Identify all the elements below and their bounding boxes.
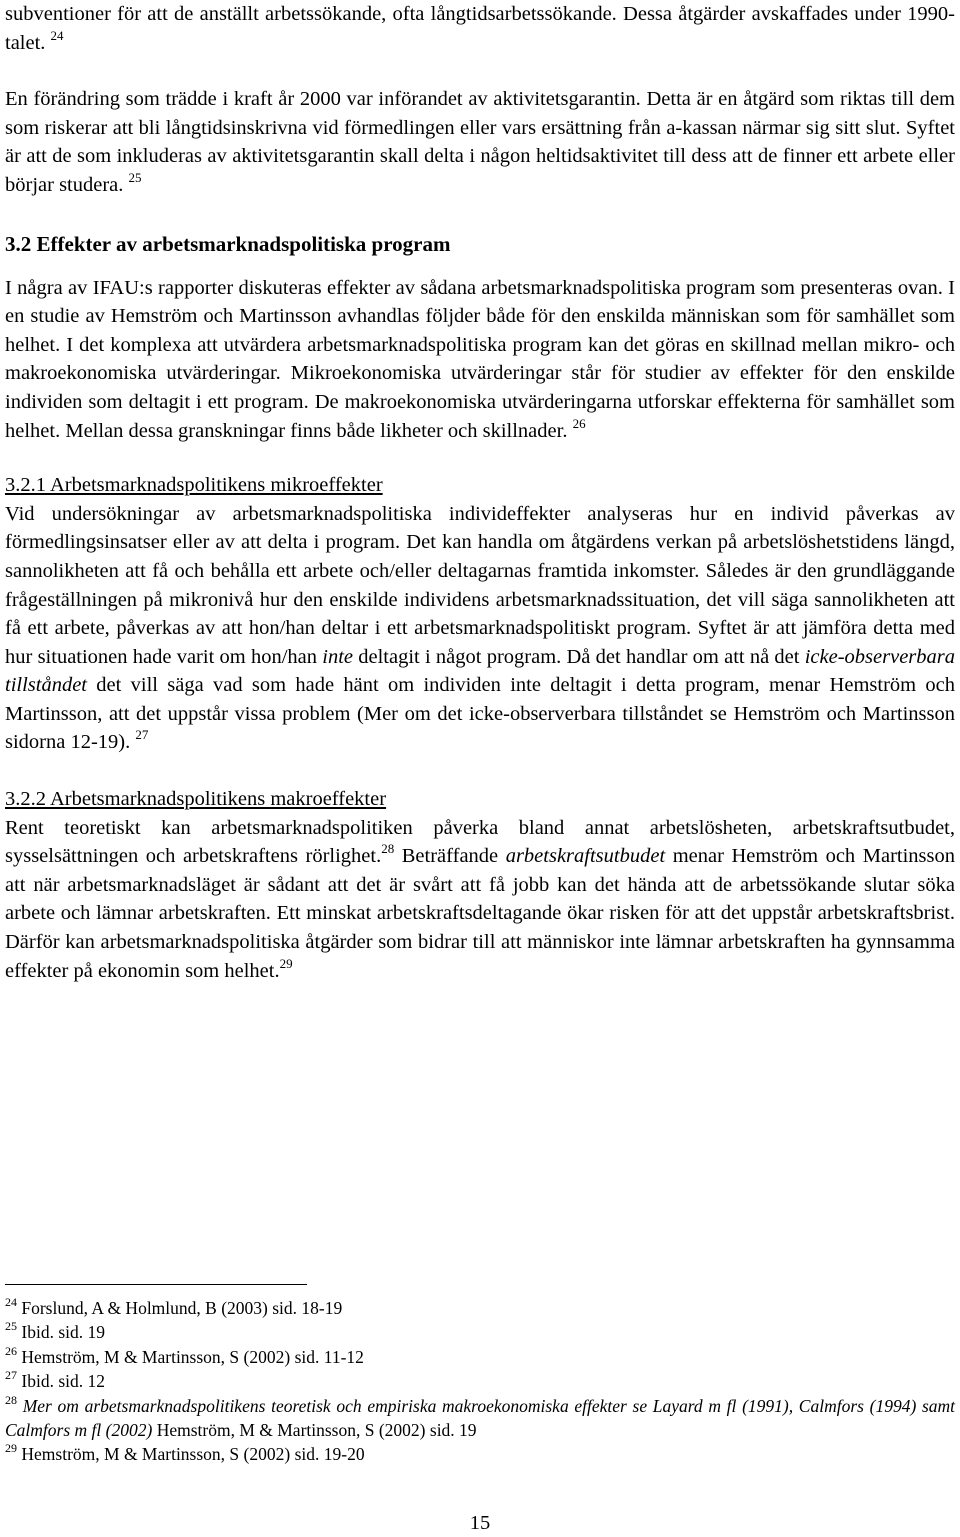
- footnote-ref-27[interactable]: 27: [135, 727, 149, 743]
- footnote-separator: [5, 1284, 307, 1285]
- paragraph-micro-effects: Vid undersökningar av arbetsmarknadspolitiska individeffekter analyseras hur en individ påverkas av förmedlingsinsatser eller av att delta i program. Det kan handla om åtgärdens verkan på arbetslöshetstidens längd, sannolikheten att få och behålla ett arbete och/eller deltagarnas framtida inkomster. Således är den grundläggande frågeställningen på mikronivå hur den enskilde individens arbetsmarknadssituation, det vill säga sannolikheten att få ett arbete, påverkas av att hon/han deltar i ett arbetsmarknadspolitiskt program. Syftet är att jämföra detta med hur situationen hade varit om hon/han inte deltagit i något program. Då det handlar om att nå det icke-observerbara tillståndet det vill säga vad som hade hänt om individen inte deltagit i detta program, menar Hemström och Martinsson, att det uppstår vissa problem (Mer om det icke-observerbara tillståndet se Hemström och Martinsson sidorna 12-19). $^{27}$: [5, 502, 955, 754]
- page-number: 15: [469, 1512, 491, 1534]
- footnotes: [5, 1296, 955, 1467]
- footnote-ref-25[interactable]: 25: [128, 169, 142, 185]
- footnote-ref-28[interactable]: 28: [381, 841, 395, 857]
- paragraph-subsidies: subventioner för att de anställt arbetssökande, ofta långtidsarbetssökande. Dessa åtgärder avskaffades under 1990-talet. $^{24}$: [5, 3, 955, 54]
- footnote-ref-26[interactable]: 26: [572, 415, 586, 431]
- footnote-24: $^{24}$ Forslund, A & Holmlund, B (2003) sid. 18-19: [5, 1295, 343, 1318]
- paragraph-macro-effects: Rent teoretiskt kan arbetsmarknadspolitiken påverka bland annat arbetslösheten, arbetskraftsutbudet, sysselsättningen och arbetskraftens rörlighet.$^{28}$ Beträffande arbetskraftsutbudet menar Hemström och Martinsson att när arbetsmarknadsläget är sådant att det är svårt att få jobb kan det hända att de arbetssökande slutar söka arbete och lämnar arbetskraften. Ett minskat arbetskraftsdeltagande ökar risken för att det uppstår arbetskraftsbrist. Därför kan arbetsmarknadspolitiska åtgärder som bidrar till att människor inte lämnar arbetskraften ha gynnsamma effekter på ekonomin som helhet.$^{29}$: [5, 816, 955, 982]
- paragraph-activity-guarantee: En förändring som trädde i kraft år 2000 var införandet av aktivitetsgarantin. Detta är en åtgärd som riktas till dem som riskerar att bli långtidsinskrivna vid förmedlingen eller vars ersättning från a-kassan närmar sig sitt slut. Syftet är att de som inkluderas av aktivitetsgarantin skall delta i någon heltidsaktivitet till dess att de finner ett arbete eller börjar studera. $^{25}$: [5, 88, 955, 196]
- footnote-29: $^{29}$ Hemström, M & Martinsson, S (2002) sid. 19-20: [5, 1441, 365, 1465]
- section-heading-3-2: 3.2 Effekter av arbetsmarknadspolitiska program: [5, 231, 451, 256]
- footnote-25: $^{25}$ Ibid. sid. 19: [5, 1319, 105, 1343]
- footnote-ref-29[interactable]: 29: [279, 955, 293, 971]
- subsection-heading-3-2-1: 3.2.1 Arbetsmarknadspolitikens mikroeffekter: [5, 474, 383, 497]
- footnote-28: $^{28}$ Mer om arbetsmarknadspolitikens teoretisk och empiriska makroekonomiska effekter se Layard m fl (1991), Calmfors (1994) samt Calmfors m fl (2002) Hemström, M & Martinsson, S (2002) sid. 19: [5, 1392, 956, 1441]
- document-page: [5, 0, 955, 985]
- footnote-ref-24[interactable]: 24: [50, 27, 64, 43]
- paragraph-ifau-reports: I några av IFAU:s rapporter diskuteras effekter av sådana arbetsmarknadspolitiska program som presenteras ovan. I en studie av Hemström och Martinsson avhandlas följder både för den enskilda människan som för samhället som helhet. I det komplexa att utvärdera arbetsmarknadspolitiska program kan det göras en skillnad mellan mikro- och makroekonomiska utvärderingar. Mikroekonomiska utvärderingar står för studier av effekter för den enskilde individen som deltagit i ett program. De makroekonomiska utvärderingarna utforskar effekterna för samhället som helhet. Mellan dessa granskningar finns både likheter och skillnader. $^{26}$: [5, 276, 955, 442]
- subsection-heading-3-2-2: 3.2.2 Arbetsmarknadspolitikens makroeffekter: [5, 788, 387, 811]
- footnote-27: $^{27}$ Ibid. sid. 12: [5, 1368, 105, 1392]
- footnote-26: $^{26}$ Hemström, M & Martinsson, S (2002) sid. 11-12: [5, 1343, 364, 1367]
